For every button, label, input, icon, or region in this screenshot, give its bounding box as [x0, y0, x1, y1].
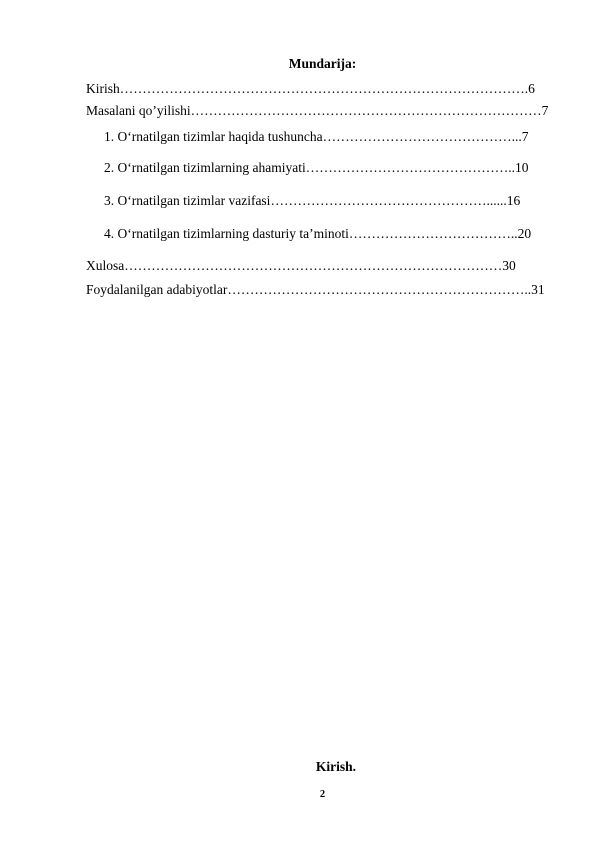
toc-entry-page: 16: [506, 193, 521, 208]
toc-title: Mundarija:: [288, 56, 357, 71]
toc-entry-section-3: [104, 192, 558, 210]
toc-entry-xulosa: [86, 257, 552, 275]
toc-entry-label: 2. O‘rnatilgan tizimlarning ahamiyati: [104, 160, 306, 175]
toc-entry-label: Foydalanilgan adabiyotlar: [86, 282, 228, 297]
toc-entry-leader: ………………………………..: [348, 226, 518, 241]
toc-entry-page: 6: [528, 81, 535, 96]
toc-entry-label: 1. O‘rnatilgan tizimlar haqida tushuncha: [104, 129, 323, 144]
toc-entry-masalani: [86, 102, 556, 120]
toc-entry-leader: ……………………………………...: [322, 129, 522, 144]
toc-entry-label: 4. O‘rnatilgan tizimlarning dasturiy ta’minoti: [104, 226, 349, 241]
toc-entry-page: 7: [541, 103, 549, 118]
toc-entry-section-4: [104, 225, 558, 243]
toc-entry-page: 30: [502, 258, 516, 273]
toc-entry-leader: …………………………………………………………………………: [124, 258, 503, 273]
page-number: 2: [319, 789, 326, 800]
toc-entry-foydalanilgan: [86, 281, 552, 299]
toc-entry-leader: …………………………………………......: [270, 193, 507, 208]
toc-entry-leader: …………………………………………………………..: [227, 282, 532, 297]
toc-entry-page: 20: [517, 226, 532, 241]
section-heading: Kirish.: [315, 759, 357, 774]
toc-entry-section-1: [104, 128, 556, 146]
toc-entry-page: 7: [521, 129, 529, 144]
toc-entry-page: 10: [514, 160, 529, 175]
toc-entry-leader: ……………………………………………………………………………….: [119, 81, 529, 96]
toc-entry-page: 31: [531, 282, 545, 297]
toc-entry-label: Masalani qo’yilishi: [86, 103, 191, 118]
toc-entry-label: 3. O‘rnatilgan tizimlar vazifasi: [104, 193, 271, 208]
toc-entry-section-2: [104, 159, 558, 177]
toc-entry-label: Xulosa: [86, 258, 125, 273]
toc-entry-leader: ………………………………………..: [305, 160, 515, 175]
toc-entry-label: Kirish: [86, 81, 120, 96]
toc-entry-kirish: [86, 80, 558, 98]
toc-entry-leader: ……………………………………………………………………: [190, 103, 542, 118]
